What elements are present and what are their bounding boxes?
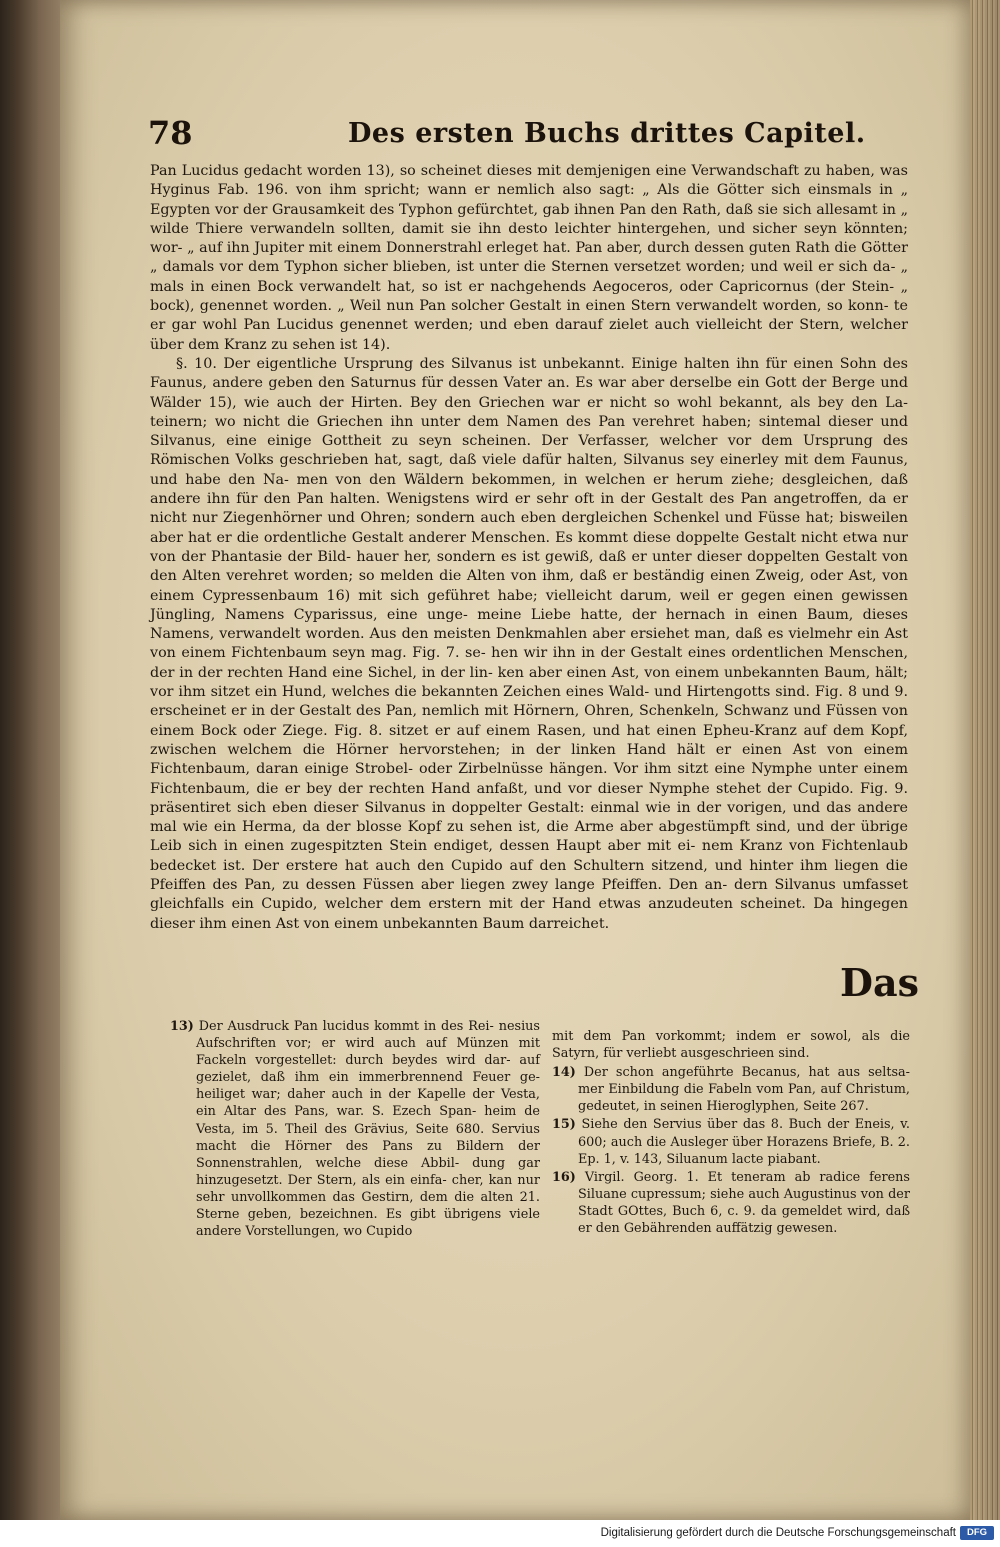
paragraph-1: Pan Lucidus gedacht worden 13), so scheinet dieses mit demjenigen eine Verwandschaft zu haben, was Hyginus Fab. 196. von ihm spricht; wann er nemlich also sagt: „ Als die Götter sich einsmals in „ Egypten vor der Grausamkeit des Typhon gefürchtet, gab ihnen Pan den Rath, daß sie sich allesamt in „ wilde Thiere verwandeln sollten, damit sie ihn desto leichter hintergehen, und sicher seyn könnten; wor- „ auf ihn Jupiter mit einem Donnerstrahl erleget hat. Pan aber, durch dessen guten Rath die Götter „ damals vor dem Typhon sicher blieben, ist unter die Sternen versetzet worden; und weil er sich da- „ mals in einen Bock verwandelt hat, so ist er nachgehends Aegoceros, oder Capricornus (der Stein- „ bock), genennet worden. „ Weil nun Pan solcher Gestalt in einen Stern verwandelt worden, so konn- te er gar wohl Pan Lucidus genennet werden; und eben darauf zielet auch vielleicht der Stern, welcher über dem Kranz zu sehen ist 14). [150, 163, 908, 353]
funding-credit: Digitalisierung gefördert durch die Deutsche Forschungsgemeinschaft [600, 1527, 956, 1539]
footnote-13-continued: mit dem Pan vorkommt; indem er sowol, als die Satyrn, für verliebt ausgeschrieen sind. [552, 1029, 910, 1062]
footnote-15 [552, 1116, 910, 1167]
footer-bar [0, 1520, 1000, 1547]
footnote-text: Virgil. Georg. 1. Et teneram ab radice ferens Siluane cupressum; siehe auch Augustinus von der Stadt GOttes, Buch 6, c. 9. da gemeldet wird, daß er den Gebährenden auffätzig gewesen. [578, 1169, 910, 1237]
footnote-number: 16) [552, 1169, 576, 1185]
running-head: Des ersten Buchs drittes Capitel. [348, 118, 866, 149]
paragraph-2: §. 10. Der eigentliche Ursprung des Silvanus ist unbekannt. Einige halten ihn für einen Sohn des Faunus, andere geben den Saturnus für dessen Vater an. Es war aber derselbe ein Gott der Berge und Wälder 15), wie auch der Hirten. Bey den Griechen war er nicht so wohl bekannt, als bey den La- teinern; wo nicht die Griechen ihn unter dem Namen des Pan verehret haben; sintemal dieser und Silvanus, eine einige Gottheit zu seyn scheinen. Der Verfasser, welcher vor dem Ursprung des Römischen Volks geschrieben hat, sagt, daß viele dafür halten, Silvanus sey einerley mit dem Faunus, und habe den Na- men von den Wäldern bekommen, in welchen er herum ziehe; desgleichen, daß andere ihn für den Pan halten. Wenigstens wird er sehr oft in der Gestalt des Pan angetroffen, da er nicht nur Ziegenhörner und Ohren; sondern auch eben dergleichen Schenkel und Füsse hat; bisweilen aber hat er die ordentliche Gestalt anderer Menschen. Es kommt diese doppelte Gestalt nicht etwa nur von der Phantasie der Bild- hauer her, sondern es ist gewiß, daß er unter dieser doppelten Gestalt von den Alten verehret worden; so melden die Alten von ihm, daß er beständig einen Zweig, oder Ast, von einem Cypressenbaum 16) mit sich geführet habe; vielleicht darum, weil er gegen einen gewissen Jüngling, Namens Cyparissus, eine unge- meine Liebe hatte, der hernach in einen Baum, dieses Namens, verwandelt worden. Aus den meisten Denkmahlen aber ersiehet man, daß es vielmehr ein Ast von einem Fichtenbaum seyn mag. Fig. 7. se- hen wir ihn in der Gestalt eines ordentlichen Menschen, der in der rechten Hand eine Sichel, in der lin- ken aber einen Ast, von einem unbekannten Baum, hält; vor ihm sitzet ein Hund, welches die bekannten Zeichen eines Wald- und Hirtengotts sind. Fig. 8 und 9. erscheinet er in der Gestalt des Pan, nemlich mit Hörnern, Ohren, Schenkeln, Schwanz und Füssen von einem Bock oder Ziege. Fig. 8. sitzet er auf einem Rasen, und hat einen Epheu-Kranz auf dem Kopf, zwischen welchem die Hörner hervorstehen; in der linken Hand hält er einen Ast von einem Fichtenbaum, daran einige Strobel- oder Zirbelnüsse hängen. Vor ihm sitzt eine Nymphe unter einem Fichtenbaum, die er bey der rechten Hand anfaßt, und vor dieser Nymphe stehet der Cupido. Fig. 9. präsentiret sich eben dieser Silvanus in doppelter Gestalt: einmal wie in der vorigen, und das andere mal wie ein Herma, da der blosse Kopf zu sehen ist, die Arme aber abgestümpft sind, und der übrige Leib sich in einen zugespitzten Stein endiget, dessen Haupt aber mit ei- nem Kranz von Fichtenlaub bedecket ist. Der erstere hat auch den Cupido auf den Schultern sitzend, und hinter ihm liegen die Pfeiffen des Pan, zu dessen Füssen aber liegen zwey lange Pfeiffen. Den an- dern Silvanus umfasset gleichfalls ein Cupido, welcher dem erstern mit der Hand etwas anzudeuten scheinet. Da hingegen dieser ihm einen Ast von einem unbekannten Baum darreichet. [150, 355, 908, 932]
footnotes-right-column [552, 1028, 910, 1238]
footnote-13 [170, 1018, 540, 1240]
footnote-number: 15) [552, 1117, 576, 1133]
footnote-16 [552, 1169, 910, 1237]
footnote-text: Der schon angeführte Becanus, hat aus seltsa- mer Einbildung die Fabeln vom Pan, auf Christum, gedeutet, in seinen Hieroglyphen, Seite 267. [578, 1065, 910, 1115]
page-number: 78 [148, 114, 193, 152]
catchword: Das [840, 960, 919, 1005]
footnote-14 [552, 1064, 910, 1115]
footnote-number: 14) [552, 1065, 576, 1081]
footnote-text: Siehe den Servius über das 8. Buch der Eneis, v. 600; auch die Ausleger über Horazens Briefe, B. 2. Ep. 1, v. 143, Siluanum lacte piabant. [578, 1117, 910, 1167]
main-text [150, 162, 908, 942]
footnote-text: Der Ausdruck Pan lucidus kommt in des Rei- nesius Aufschriften vor; er wird auch auf Münzen mit Fackeln vorgestellet: durch beydes wird dar- auf gezielet, daß ihm ein immerbrennend Feuer ge- heiliget war; daher auch in der Kapelle der Vesta, ein Altar des Pans, war. S. Ezech Span- heim de Vesta, im 5. Theil des Grävius, Seite 680. Servius macht die Hörner des Pans zu Bildern der Sonnenstrahlen, welche diese Abbil- dung gar hinzugesetzt. Der Stern, als ein einfa- cher, kan nur sehr unvollkommen das Gestirn, dem die alten 21. Sterne geben, bezeichnen. Es gibt übrigens viele andere Vorstellungen, wo Cupido [196, 1019, 540, 1240]
page-edges [970, 0, 1000, 1520]
footnote-number: 13) [170, 1019, 194, 1034]
dfg-logo: DFG [960, 1526, 994, 1540]
footnotes-left-column [170, 1018, 540, 1241]
page-header [148, 114, 908, 158]
